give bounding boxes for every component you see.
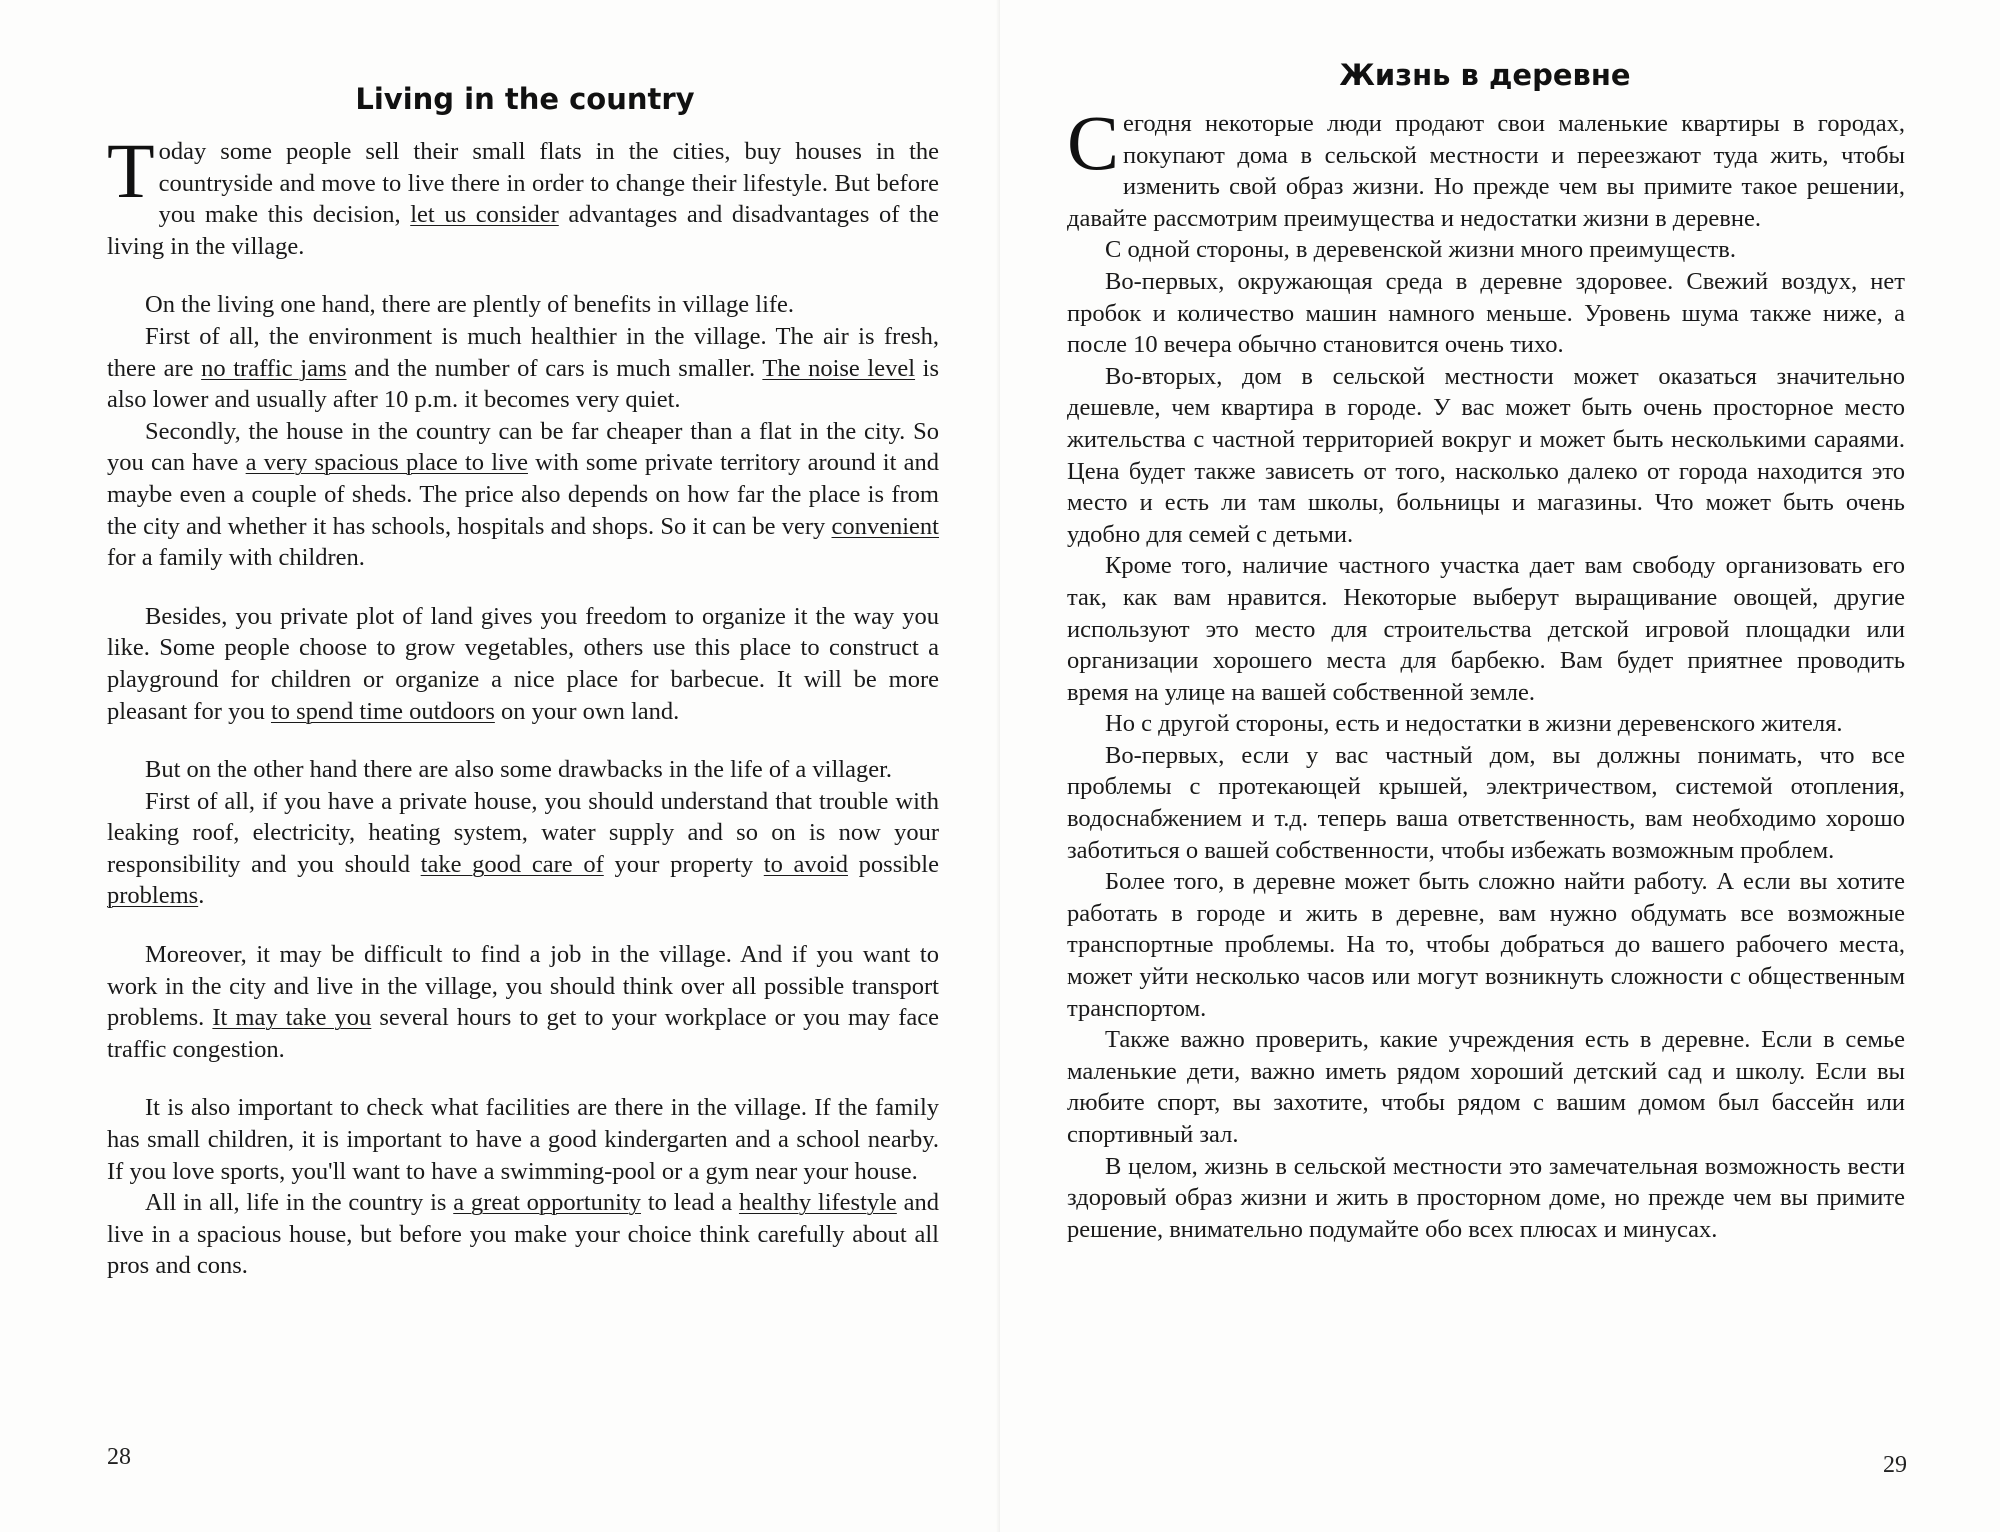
paragraph: Во-первых, если у вас частный дом, вы должны понимать, что все проблемы с протекающей крышей, электричеством, системой отопления, водоснабжением и т.д. теперь ваша ответственность, вам необходимо хорошо заботиться о вашей собственности, чтобы избежать возможным проблем.: [1067, 741, 1905, 864]
vocab-phrase: It may take you: [212, 1004, 372, 1032]
paragraph-intro: Today some people sell their small flats in the cities, buy houses in the countryside and move to live there in order to change their lifestyle. But before you make this decision, let us consider advantages and disadvantages of the living in the village.: [107, 127, 939, 260]
vocab-phrase: The noise level: [762, 354, 916, 382]
paragraph: But on the other hand there are also some drawbacks in the life of a villager.: [145, 756, 892, 784]
paragraph: All in all, life in the country is a great opportunity to lead a healthy lifestyle and live in a spacious house, but before you make your choice think carefully about all pros and cons.: [107, 1189, 939, 1280]
paragraph: Но с другой стороны, есть и недостатки в жизни деревенского жителя.: [1105, 710, 1843, 738]
vocab-phrase: let us consider: [410, 201, 559, 229]
paragraph-intro: Сегодня некоторые люди продают свои маленькие квартиры в городах, покупают дома в сельской местности и переезжают туда жить, чтобы изменить свой образ жизни. Но прежде чем вы примите такое решении, давайте рассмотрим преимущества и недостатки жизни в деревне.: [1067, 99, 1905, 232]
vocab-phrase: to spend time outdoors: [270, 697, 495, 725]
paragraph: Во-вторых, дом в сельской местности может оказаться значительно дешевле, чем квартира в городе. У вас может быть очень просторное место жительства с частной территорией вокруг и может быть несколькими сараями. Цена будет также зависеть от того, насколько далеко от города находится это место и есть ли там школы, больницы и магазины. Что может быть очень удобно для семей с детьми.: [1067, 362, 1905, 548]
right-page: [1000, 0, 2000, 1532]
vocab-phrase: problems: [107, 882, 199, 910]
drop-cap: T: [107, 127, 155, 214]
vocab-phrase: a great opportunity: [453, 1189, 642, 1217]
page-title-russian: Жизнь в деревне: [1339, 58, 1631, 92]
paragraph: С одной стороны, в деревенской жизни много преимуществ.: [1105, 236, 1736, 264]
vocab-phrase: a very spacious place to live: [245, 449, 528, 477]
paragraph: Кроме того, наличие частного участка дает вам свободу организовать его так, как вам нравится. Некоторые выберут выращивание овощей, другие используют это место для строительства детской игровой площадки или организации хорошего места для барбекю. Вам будет приятнее проводить время на улице на вашей собственной земле.: [1067, 552, 1905, 706]
paragraph: Secondly, the house in the country can be far cheaper than a flat in the city. So you can have a very spacious place to live with some private territory around it and maybe even a couple of sheds. The price also depends on how far the place is from the city and whether it has schools, hospitals and shops. So it can be very convenient for a family with children.: [107, 417, 940, 572]
paragraph: Besides, you private plot of land gives you freedom to organize it the way you like. Some people choose to grow vegetables, others use this place to construct a playground for children or organize a nice place for barbecue. It will be more pleasant for you to spend time outdoors on your own land.: [107, 602, 939, 725]
vocab-phrase: take good care of: [420, 850, 604, 878]
english-text-column: [107, 127, 940, 1282]
vocab-phrase: healthy lifestyle: [738, 1189, 897, 1217]
paragraph: First of all, if you have a private house, you should understand that trouble with leaking roof, electricity, heating system, water supply and so on is now your responsibility and you should take good care of your property to avoid possible problems.: [107, 787, 939, 910]
paragraph: Во-первых, окружающая среда в деревне здоровее. Свежий воздух, нет пробок и количество машин намного меньше. Уровень шума также ниже, а после 10 вечера обычно становится очень тихо.: [1067, 267, 1905, 359]
page-number-right: 29: [1883, 1452, 1907, 1478]
paragraph: Moreover, it may be difficult to find a job in the village. And if you want to work in the city and live in the village, you should think over all possible transport problems. It may take you several hours to get to your workplace or you may face traffic congestion.: [107, 941, 940, 1063]
paragraph: On the living one hand, there are plently of benefits in village life.: [145, 291, 795, 319]
vocab-phrase: convenient: [831, 512, 939, 540]
paragraph: First of all, the environment is much healthier in the village. The air is fresh, there are no traffic jams and the number of cars is much smaller. The noise level is also lower and usually after 10 p.m. it becomes very quiet.: [107, 322, 940, 414]
russian-text-column: [1067, 99, 1905, 1245]
paragraph: It is also important to check what facilities are there in the village. If the family has small children, it is important to have a good kindergarten and a school nearby. If you love sports, you'll want to have a swimming-pool or a gym near your house.: [107, 1094, 939, 1185]
page-number-left: 28: [107, 1444, 131, 1470]
paragraph: Более того, в деревне может быть сложно найти работу. А если вы хотите работать в городе и жить в деревне, вам нужно обдумать все возможные транспортные проблемы. На то, чтобы добраться до вашего рабочего места, может уйти несколько часов или могут возникнуть сложности с общественным транспортом.: [1067, 868, 1905, 1022]
paragraph: Также важно проверить, какие учреждения есть в деревне. Если в семье маленькие дети, важно иметь рядом хороший детский сад и школу. Если вы любите спорт, вы захотите, чтобы рядом с вашим домом был бассейн или спортивный зал.: [1067, 1026, 1905, 1148]
paragraph: В целом, жизнь в сельской местности это замечательная возможность вести здоровый образ жизни и жить в просторном доме, но прежде чем вы примите решение, внимательно подумайте обо всех плюсах и минусах.: [1067, 1152, 1905, 1243]
vocab-phrase: no traffic jams: [201, 354, 347, 382]
page-title-english: Living in the country: [355, 82, 695, 116]
vocab-phrase: to avoid: [763, 850, 848, 878]
drop-cap: С: [1067, 99, 1120, 186]
